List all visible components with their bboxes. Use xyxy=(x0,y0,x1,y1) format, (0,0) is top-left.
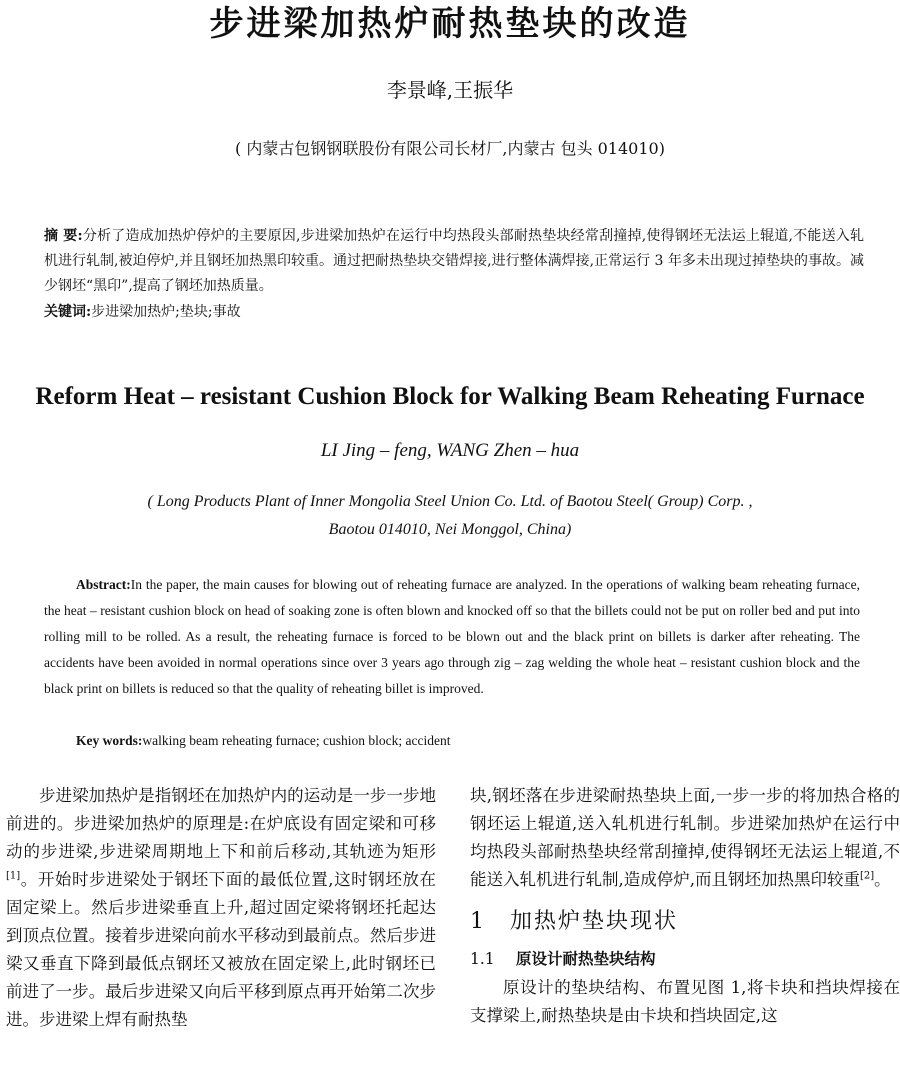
chinese-title: 步进梁加热炉耐热垫块的改造 xyxy=(209,4,691,44)
section-number: 1 xyxy=(470,909,486,934)
english-title: Reform Heat – resistant Cushion Block for Walking Beam Reheating Furnace xyxy=(35,383,865,410)
body-paragraph: 原设计的垫块结构、布置见图 1,将卡块和挡块焊接在支撑梁上,耐热垫块是由卡块和挡块固定,这 xyxy=(470,978,900,1025)
chinese-abstract xyxy=(44,224,864,299)
english-keywords-text: walking beam reheating furnace; cushion block; accident xyxy=(142,733,451,748)
english-keywords-label: Key words: xyxy=(76,733,143,748)
body-left-column xyxy=(6,782,436,1034)
english-abstract xyxy=(44,572,860,702)
body-right-column xyxy=(470,782,900,1030)
chinese-authors: 李景峰,王振华 xyxy=(386,78,514,102)
body-paragraph xyxy=(470,782,900,894)
body-text: 块,钢坯落在步进梁耐热垫块上面,一步一步的将加热合格的钢坯运上辊道,送入轧机进行轧制。步进梁加热炉在运行中均热段头部耐热垫块经常刮撞掉,使得钢坯无法运上辊道,不能送入轧机进行轧制,造成停炉,而且钢坯加热黑印较重 xyxy=(470,786,900,889)
subsection-number: 1.1 xyxy=(470,950,495,968)
body-paragraph xyxy=(6,782,436,1034)
body-text: 步进梁加热炉是指钢坯在加热炉内的运动是一步一步地前进的。步进梁加热炉的原理是:在炉底设有固定梁和可移动的步进梁,步进梁周期地上下和前后移动,其轨迹为矩形 xyxy=(6,786,436,861)
chinese-keywords-label: 关键词: xyxy=(44,304,92,320)
chinese-keywords-text: 步进梁加热炉;垫块;事故 xyxy=(91,304,241,320)
english-affiliation-line2: Baotou 014010, Nei Monggol, China) xyxy=(328,521,572,538)
english-abstract-text: In the paper, the main causes for blowing out of reheating furnace are analyzed. In the operations of walking beam reheating furnace, the heat – resistant cushion block on head of soaking zone is often blown and knocked off so that the billets could not be put on roller bed and put into rolling mill to be rolled. As a result, the reheating furnace is forced to be blown out and the black print on billets is darker after reheating. The accidents have been avoided in normal operations since over 3 years ago through zig – zag welding the whole heat – resistant cushion block and the black print on billets is reduced so that the quality of reheating billet is improved. xyxy=(44,577,860,696)
body-text: 。 xyxy=(874,870,891,889)
chinese-keywords xyxy=(44,300,864,325)
section-title: 加热炉垫块现状 xyxy=(510,909,679,934)
english-abstract-label: Abstract: xyxy=(76,577,131,592)
english-authors: LI Jing – feng, WANG Zhen – hua xyxy=(320,440,580,461)
subsection-heading xyxy=(470,944,900,974)
section-heading xyxy=(470,902,900,942)
chinese-abstract-text: 分析了造成加热炉停炉的主要原因,步进梁加热炉在运行中均热段头部耐热垫块经常刮撞掉,使得钢坯无法运上辊道,不能送入轧机进行轧制,被迫停炉,并且钢坯加热黑印较重。通过把耐热垫块交错焊接,进行整体满焊接,正常运行 3 年多未出现过掉垫块的事故。减少钢坯“黑印”,提高了钢坯加热质量。 xyxy=(44,228,864,294)
english-affiliation xyxy=(0,488,900,544)
chinese-affiliation: ( 内蒙古包钢钢联股份有限公司长材厂,内蒙古 包头 014010) xyxy=(235,139,665,158)
citation-ref: [2] xyxy=(860,870,875,882)
english-affiliation-line1: ( Long Products Plant of Inner Mongolia Steel Union Co. Ltd. of Baotou Steel( Group) Corp. , xyxy=(147,493,753,510)
subsection-title: 原设计耐热垫块结构 xyxy=(516,949,656,968)
citation-ref: [1] xyxy=(6,870,21,882)
english-keywords xyxy=(76,728,856,754)
body-text: 。开始时步进梁处于钢坯下面的最低位置,这时钢坯放在固定梁上。然后步进梁垂直上升,超过固定梁将钢坯托起达到顶点位置。接着步进梁向前水平移动到最前点。然后步进梁又垂直下降到最低点钢坯又被放在固定梁上,此时钢坯已前进了一步。最后步进梁又向后平移到原点再开始第二次步进。步进梁上焊有耐热垫 xyxy=(6,870,436,1029)
chinese-abstract-label: 摘 要: xyxy=(44,228,83,244)
